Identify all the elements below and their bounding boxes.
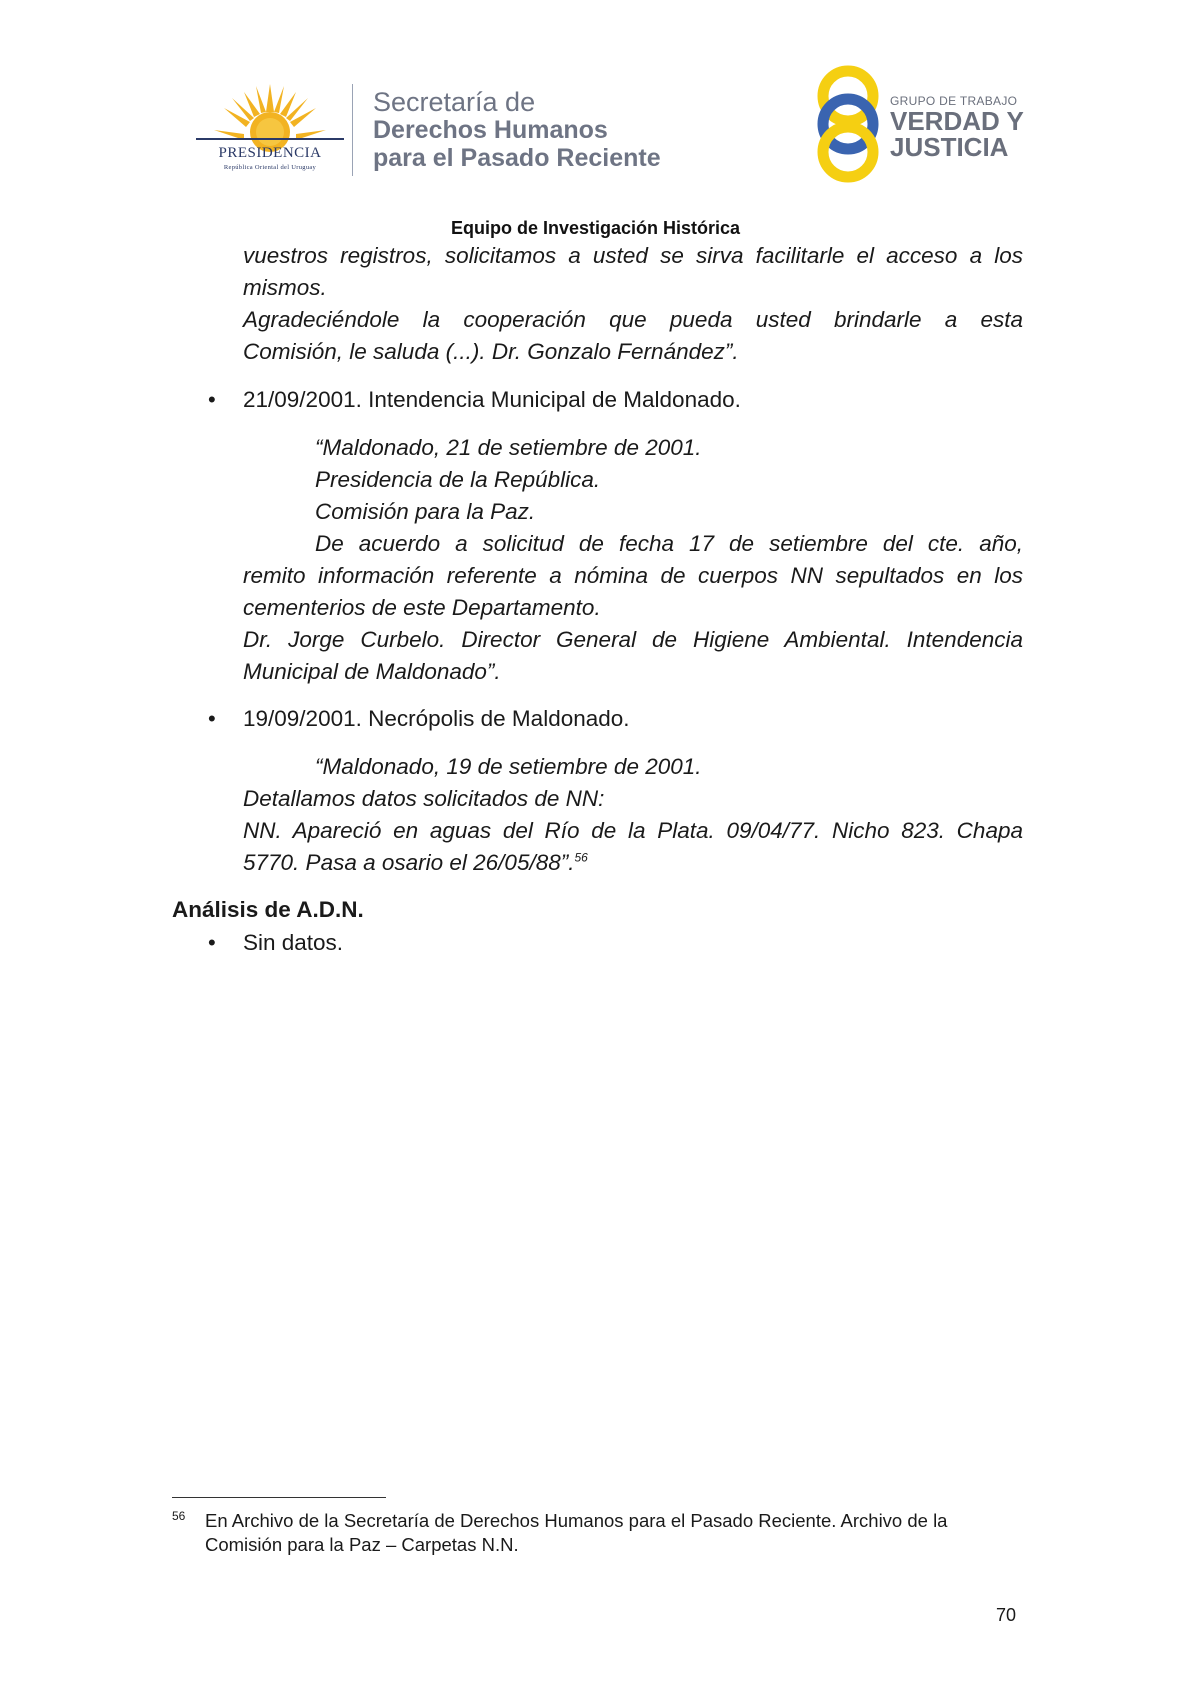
grupo-rings-logo xyxy=(810,62,886,186)
adn-bullet: • xyxy=(208,930,216,955)
entry-1-line-1: “Maldonado, 21 de setiembre de 2001. xyxy=(315,435,702,460)
continuation-line-1: vuestros registros, solicitamos a usted se sirva facilitarle el acceso a los xyxy=(243,243,1023,268)
entry-2-line-4 xyxy=(243,847,588,879)
entry-2-heading: 19/09/2001. Necrópolis de Maldonado. xyxy=(243,706,630,731)
footnote-text xyxy=(205,1509,1013,1557)
continuation-line-3: Agradeciéndole la cooperación que pueda usted brindarle a esta xyxy=(243,307,1023,332)
presidencia-name: PRESIDENCIA xyxy=(218,145,322,161)
entry-1-heading: 21/09/2001. Intendencia Municipal de Maldonado. xyxy=(243,387,741,412)
grupo-line-3: JUSTICIA xyxy=(890,132,1009,162)
entry-1-line-2: Presidencia de la República. xyxy=(315,467,601,492)
entry-1-line-8: Municipal de Maldonado”. xyxy=(243,659,501,684)
secretaria-line-3: para el Pasado Reciente xyxy=(373,144,661,172)
footnote-line-2: Comisión para la Paz – Carpetas N.N. xyxy=(205,1534,519,1555)
entry-2-line-3: NN. Apareció en aguas del Río de la Plata. 09/04/77. Nicho 823. Chapa xyxy=(243,818,1023,843)
adn-heading: Análisis de A.D.N. xyxy=(172,897,364,922)
presidencia-subtitle: República Oriental del Uruguay xyxy=(223,164,317,171)
entry-2-line-1: “Maldonado, 19 de setiembre de 2001. xyxy=(315,754,702,779)
continuation-line-2: mismos. xyxy=(243,275,327,300)
adn-item: Sin datos. xyxy=(243,930,344,955)
grupo-line-1: GRUPO DE TRABAJO xyxy=(890,94,1018,108)
header-divider xyxy=(352,84,353,176)
team-title: Equipo de Investigación Histórica xyxy=(450,218,741,238)
page-number: 70 xyxy=(996,1605,1017,1625)
footnote-line-1: En Archivo de la Secretaría de Derechos Humanos para el Pasado Reciente. Archivo de la xyxy=(205,1510,948,1531)
footnote-reference[interactable]: 56 xyxy=(574,850,588,865)
entry-1-line-7: Dr. Jorge Curbelo. Director General de Higiene Ambiental. Intendencia xyxy=(243,627,1023,652)
entry-2-line-4-text: 5770. Pasa a osario el 26/05/88”. xyxy=(243,850,575,875)
entry-1-line-4: De acuerdo a solicitud de fecha 17 de setiembre del cte. año, xyxy=(315,531,1023,556)
secretaria-line-1: Secretaría de xyxy=(373,87,536,117)
secretaria-line-2: Derechos Humanos xyxy=(373,116,608,144)
entry-1-bullet: • xyxy=(208,387,216,412)
continuation-line-4: Comisión, le saluda (...). Dr. Gonzalo Fernández”. xyxy=(243,339,739,364)
footnote-number: 56 xyxy=(172,1509,186,1523)
entry-1-line-5: remito información referente a nómina de cuerpos NN sepultados en los xyxy=(243,563,1023,588)
grupo-title xyxy=(890,94,1024,160)
entry-1-line-6: cementerios de este Departamento. xyxy=(243,595,601,620)
footnote-rule xyxy=(172,1497,386,1498)
secretaria-title xyxy=(373,88,661,172)
entry-1-line-3: Comisión para la Paz. xyxy=(315,499,536,524)
entry-2-bullet: • xyxy=(208,706,216,731)
entry-2-line-2: Detallamos datos solicitados de NN: xyxy=(243,786,605,811)
grupo-line-2: VERDAD Y xyxy=(890,106,1024,136)
